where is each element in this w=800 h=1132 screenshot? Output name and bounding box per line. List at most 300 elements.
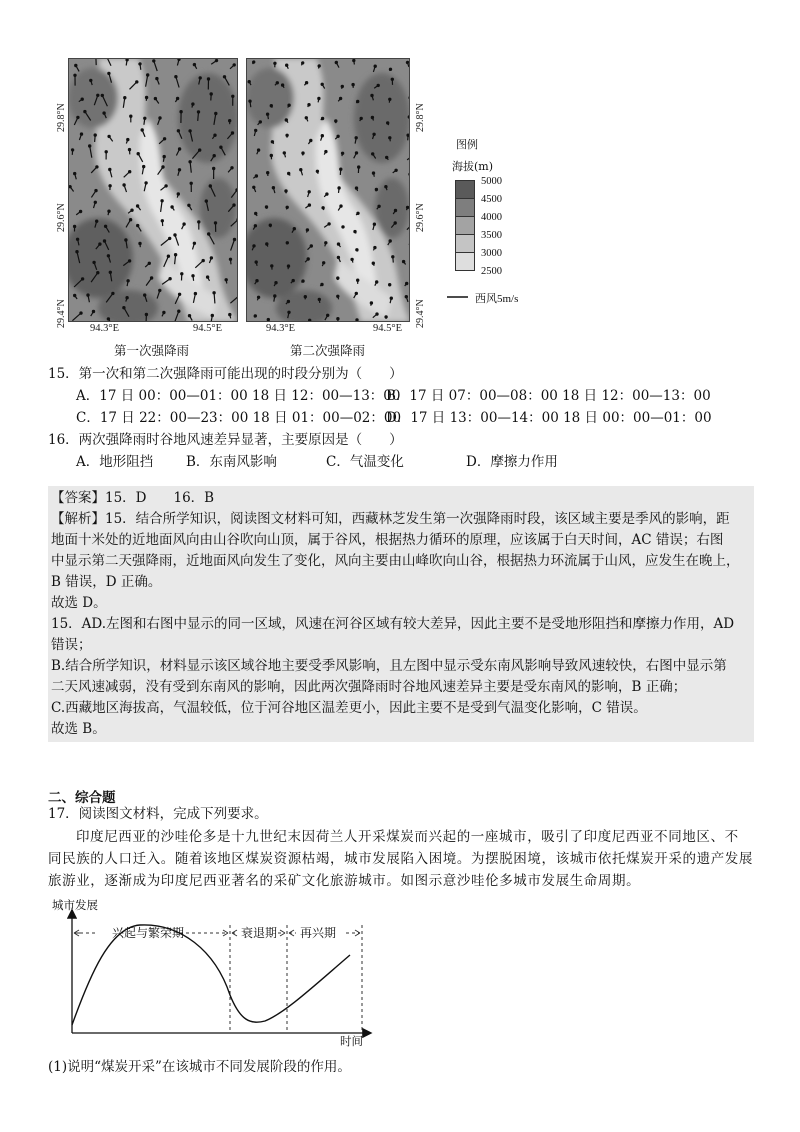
wind-arrow-head: [248, 81, 250, 83]
wind-arrow-head: [74, 225, 76, 227]
section-title: 二、综合题: [48, 790, 116, 806]
lon-label-94-5-right: 94.5°E: [373, 323, 402, 334]
wind-arrow-head: [215, 112, 217, 114]
legend-title: 图例: [456, 138, 478, 151]
wind-arrow-head: [390, 297, 392, 299]
wind-arrow-head: [318, 97, 320, 99]
wind-arrow-head: [72, 149, 74, 151]
wind-arrow-head: [179, 293, 181, 295]
wind-arrow-head: [189, 161, 191, 163]
wind-arrow-head: [143, 166, 145, 168]
wind-arrow-head: [136, 81, 138, 83]
legend-level-4500: 4500: [481, 194, 502, 205]
wind-arrow-head: [254, 315, 256, 317]
wind-arrow-head: [254, 225, 256, 227]
wind-arrow-head: [265, 206, 267, 208]
wind-arrow-head: [180, 111, 182, 113]
wind-arrow-head: [354, 231, 356, 233]
wind-arrow-head: [210, 257, 212, 259]
wind-arrow-head: [386, 156, 388, 158]
wind-arrow-head: [394, 209, 396, 211]
legend-level-4000: 4000: [481, 212, 502, 223]
lat-label-29-4-left: 29.4°N: [56, 299, 67, 328]
wind-arrow-head: [130, 115, 132, 117]
wind-arrow-head: [266, 243, 268, 245]
wind-arrow-head: [87, 294, 89, 296]
wind-arrow-head: [229, 120, 231, 122]
wind-arrow-head: [337, 295, 339, 297]
wind-arrow-head: [139, 63, 141, 65]
wind-arrow-head: [169, 278, 171, 280]
wind-arrow-head: [97, 272, 99, 274]
legend-level-3000: 3000: [481, 248, 502, 259]
q16-option-b: B．东南风影响: [186, 454, 277, 470]
wind-arrow-head: [76, 251, 78, 253]
wind-arrow-head: [105, 225, 107, 227]
wind-arrow-head: [215, 60, 217, 62]
wind-arrow-head: [353, 59, 355, 61]
wind-arrow-head: [389, 284, 391, 286]
answer-line: 15．AD.左图和右图中显示的同一区域，风速在河谷区域有较大差异，因此主要不是受地形阻挡和摩擦力作用，AD: [51, 616, 735, 632]
wind-arrow-head: [69, 186, 71, 188]
wind-arrow-head: [377, 84, 379, 86]
wind-arrow-head: [164, 138, 166, 140]
wind-arrow-head: [389, 137, 391, 139]
wind-arrow-head: [181, 273, 183, 275]
wind-arrow-head: [103, 112, 105, 114]
wind-arrow-head: [371, 94, 373, 96]
wind-arrow-head: [269, 224, 271, 226]
wind-arrow-head: [293, 228, 295, 230]
wind-arrow-head: [163, 311, 165, 313]
q15-option-a: A．17 日 00：00—01：00 18 日 12：00—13：00: [76, 388, 401, 404]
wind-arrow-head: [225, 279, 227, 281]
wind-arrow-head: [267, 319, 269, 321]
wind-arrow-head: [340, 205, 342, 207]
wind-arrow-head: [272, 187, 274, 189]
wind-arrow-head: [326, 193, 328, 195]
wind-arrow-head: [74, 74, 76, 76]
map-second-heavy-rain: [246, 58, 410, 322]
answer-line: B 错误，D 正确。: [51, 574, 162, 590]
answer-line: 地面十米处的近地面风向由山谷吹向山顶，属于谷风，根据热力循环的原理，应该属于白天时间，AC 错误；右图: [51, 532, 724, 548]
wind-arrow-head: [352, 84, 354, 86]
legend-subtitle: 海拔(m): [452, 160, 494, 173]
wind-arrow-head: [285, 119, 287, 121]
wind-arrow-head: [129, 260, 131, 262]
wind-arrow-head: [308, 191, 310, 193]
wind-arrow-head: [406, 61, 408, 63]
wind-arrow-head: [74, 173, 76, 175]
wind-arrow-head: [161, 220, 163, 222]
wind-arrow-head: [177, 130, 179, 132]
wind-arrow-head: [249, 100, 251, 102]
wind-arrow-head: [177, 97, 179, 99]
wind-arrow-head: [202, 260, 204, 262]
wind-arrow-head: [276, 82, 278, 84]
wind-arrow-head: [94, 134, 96, 136]
wind-arrow-head: [175, 254, 177, 256]
q15-option-c: C．17 日 22：00—23：00 18 日 01：00—02：00: [76, 410, 402, 426]
wind-arrow-head: [335, 61, 337, 63]
wind-arrow-head: [199, 77, 201, 79]
wind-arrow-head: [178, 310, 180, 312]
wind-arrow-head: [208, 233, 210, 235]
wind-arrow-head: [148, 262, 150, 264]
wind-arrow-head: [146, 96, 148, 98]
wind-arrow-head: [370, 302, 372, 304]
wind-arrow-head: [286, 134, 288, 136]
wind-arrow-head: [82, 278, 84, 280]
wind-arrow-head: [403, 261, 405, 263]
wind-arrow-head: [253, 61, 255, 63]
wind-arrow-head: [267, 172, 269, 174]
wind-arrow-head: [321, 135, 323, 137]
wind-arrow-head: [109, 271, 111, 273]
wind-arrow-head: [325, 242, 327, 244]
lat-label-29-8-left: 29.8°N: [56, 103, 67, 132]
wind-arrow-head: [355, 292, 357, 294]
wind-arrow-head: [371, 116, 373, 118]
wind-arrow-head: [233, 238, 235, 240]
wind-arrow-head: [286, 242, 288, 244]
wind-arrow-head: [259, 121, 261, 123]
wind-arrow-head: [108, 135, 110, 137]
wind-arrow-head: [376, 313, 378, 315]
wind-arrow-head: [391, 78, 393, 80]
wind-arrow-head: [177, 193, 179, 195]
wind-arrow-head: [128, 149, 130, 151]
wind-arrow-head: [147, 74, 149, 76]
wind-arrow-head: [392, 256, 394, 258]
wind-arrow-head: [375, 188, 377, 190]
wind-arrow-head: [270, 105, 272, 107]
wind-arrow-head: [340, 97, 342, 99]
wind-arrow-head: [207, 78, 209, 80]
wind-arrow-head: [342, 152, 344, 154]
wind-arrow-head: [126, 297, 128, 299]
wind-arrow-head: [288, 172, 290, 174]
wind-arrow-head: [105, 151, 107, 153]
wind-arrow-head: [137, 153, 139, 155]
wind-arrow-head: [154, 98, 156, 100]
wind-arrow-head: [179, 148, 181, 150]
wind-arrow-head: [108, 72, 110, 74]
wind-arrow-head: [271, 141, 273, 143]
wind-arrow-head: [394, 222, 396, 224]
map-title-second: 第二次强降雨: [290, 343, 366, 358]
wind-arrow-head: [96, 220, 98, 222]
wind-arrow-head: [372, 262, 374, 264]
wind-arrow-head: [80, 312, 82, 314]
wind-arrow-head: [389, 240, 391, 242]
q15-option-b: B．17 日 07：00—08：00 18 日 12：00—13：00: [386, 388, 711, 404]
wind-arrow-head: [308, 104, 310, 106]
wind-arrow-head: [255, 261, 257, 263]
wind-arrow-head: [197, 111, 199, 113]
wind-arrow-head: [229, 314, 231, 316]
wind-arrow-head: [229, 258, 231, 260]
wind-arrow-head: [231, 167, 233, 169]
wind-arrow-head: [340, 168, 342, 170]
wind-arrow-head: [316, 170, 318, 172]
wind-arrow-head: [112, 292, 114, 294]
chart-y-axis-label: 城市发展: [52, 898, 98, 912]
wind-arrow-head: [255, 212, 257, 214]
wind-arrow-head: [374, 65, 376, 67]
wind-arrow-head: [96, 166, 98, 168]
wind-arrow-head: [355, 137, 357, 139]
wind-arrow-head: [107, 318, 109, 320]
legend-level-5000: 5000: [481, 176, 502, 187]
wind-arrow-head: [108, 210, 110, 212]
wind-arrow-head: [231, 132, 233, 134]
wind-arrow-head: [302, 152, 304, 154]
wind-arrow-head: [407, 206, 409, 208]
chart-x-axis-label: 时间: [340, 1034, 363, 1048]
wind-arrow-head: [107, 255, 109, 257]
wind-arrow-head: [318, 65, 320, 67]
wind-arrow-head: [192, 275, 194, 277]
wind-arrow-head: [327, 314, 329, 316]
wind-arrow-head: [153, 60, 155, 62]
wind-scale-label: 西风5m/s: [475, 293, 519, 305]
wind-arrow-head: [310, 139, 312, 141]
q17-material-line: 印度尼西亚的沙哇伦多是十九世纪末因荷兰人开采煤炭而兴起的一座城市，吸引了印度尼西亚不同地区、不: [76, 829, 739, 845]
wind-arrow-head: [213, 155, 215, 157]
wind-arrow-head: [205, 200, 207, 202]
wind-arrow-head: [355, 187, 357, 189]
wind-arrow-head: [94, 201, 96, 203]
wind-arrow-head: [372, 153, 374, 155]
wind-arrow-head: [131, 209, 133, 211]
wind-arrow-head: [163, 156, 165, 158]
answer-line: C.西藏地区海拔高，气温较低，位于河谷地区温差更小，因此主要不是受到气温变化影响，C 错误。: [51, 700, 647, 716]
lat-label-29-4-right: 29.4°N: [415, 299, 426, 328]
wind-arrow-head: [255, 175, 257, 177]
wind-arrow-head: [286, 64, 288, 66]
wind-arrow-head: [144, 117, 146, 119]
wind-arrow-head: [123, 184, 125, 186]
wind-arrow-head: [210, 93, 212, 95]
answer-line: B.结合所学知识，材料显示该区域谷地主要受季风影响，且左图中显示受东南风影响导致风速较快，右图中显示第: [51, 658, 727, 674]
q16-option-c: C．气温变化: [326, 454, 404, 470]
wind-arrow-head: [169, 237, 171, 239]
wind-arrow-head: [304, 296, 306, 298]
wind-arrow-head: [125, 239, 127, 241]
wind-arrow-head: [92, 310, 94, 312]
wind-arrow-head: [321, 83, 323, 85]
wind-arrow-head: [77, 238, 79, 240]
wind-arrow-head: [207, 276, 209, 278]
wind-arrow-head: [335, 120, 337, 122]
wind-arrow-head: [287, 265, 289, 267]
wind-arrow-head: [137, 205, 139, 207]
wind-arrow-head: [283, 152, 285, 154]
wind-arrow-head: [220, 146, 222, 148]
wind-arrow-head: [123, 307, 125, 309]
wind-arrow-head: [193, 64, 195, 66]
wind-arrow-head: [178, 169, 180, 171]
wind-arrow-head: [271, 265, 273, 267]
wind-arrow-head: [84, 111, 86, 113]
wind-arrow-head: [325, 151, 327, 153]
wind-arrow-head: [407, 134, 409, 136]
q17-material-line: 旅游业，逐渐成为印度尼西亚著名的采矿文化旅游城市。如图示意沙哇伦多城市发展生命周期。: [48, 873, 641, 889]
wind-arrow-head: [167, 255, 169, 257]
wind-arrow-head: [109, 168, 111, 170]
wind-arrow-head: [211, 314, 213, 316]
wind-arrow-head: [305, 117, 307, 119]
wind-arrow-head: [159, 117, 161, 119]
wind-arrow-head: [161, 200, 163, 202]
wind-arrow-head: [338, 187, 340, 189]
wind-arrow-head: [385, 186, 387, 188]
wind-arrow-head: [109, 185, 111, 187]
wind-arrow-head: [378, 205, 380, 207]
wind-arrow-head: [127, 280, 129, 282]
wind-arrow-head: [351, 258, 353, 260]
chart-phase-label: 衰退期: [241, 926, 278, 940]
wind-arrow-head: [124, 97, 126, 99]
wind-arrow-head: [171, 206, 173, 208]
wind-arrow-head: [288, 104, 290, 106]
wind-arrow-head: [198, 221, 200, 223]
wind-arrow-head: [308, 204, 310, 206]
wind-arrow-head: [165, 185, 167, 187]
wind-arrow-head: [282, 84, 284, 86]
wind-arrow-head: [80, 133, 82, 135]
wind-arrow-head: [337, 256, 339, 258]
wind-arrow-head: [302, 280, 304, 282]
wind-arrow-head: [188, 204, 190, 206]
wind-arrow-head: [287, 300, 289, 302]
legend-level-3500: 3500: [481, 230, 502, 241]
answer-line: 错误；: [51, 637, 92, 653]
chart-phase-label: 再兴期: [300, 926, 337, 940]
wind-arrow-head: [357, 212, 359, 214]
wind-arrow-head: [192, 103, 194, 105]
wind-arrow-head: [318, 298, 320, 300]
wind-arrow-head: [389, 68, 391, 70]
wind-arrow-head: [209, 185, 211, 187]
wind-arrow-head: [189, 130, 191, 132]
wind-arrow-head: [145, 182, 147, 184]
wind-arrow-head: [300, 169, 302, 171]
wind-arrow-head: [342, 226, 344, 228]
wind-arrow-head: [321, 283, 323, 285]
wind-arrow-head: [214, 134, 216, 136]
wind-arrow-head: [323, 262, 325, 264]
wind-arrow-head: [89, 145, 91, 147]
wind-arrow-head: [253, 186, 255, 188]
wind-arrow-head: [358, 166, 360, 168]
q17-material-line: 同民族的人口迁入。随着该地区煤炭资源枯竭，城市发展陷入困境。为摆脱困境，该城市依托煤炭开采的遗产发展: [48, 851, 753, 867]
wind-arrow-head: [99, 243, 101, 245]
wind-arrow-head: [77, 116, 79, 118]
wind-arrow-head: [356, 319, 358, 321]
answer-line: 故选 D。: [51, 595, 107, 611]
wind-arrow-head: [374, 247, 376, 249]
wind-arrow-head: [97, 94, 99, 96]
wind-arrow-head: [101, 94, 103, 96]
wind-arrow-head: [130, 219, 132, 221]
wind-arrow-head: [302, 62, 304, 64]
wind-arrow-head: [253, 245, 255, 247]
lon-label-94-3-right: 94.3°E: [266, 323, 295, 334]
wind-scale-arrow-icon: [446, 293, 470, 301]
wind-arrow-head: [274, 62, 276, 64]
wind-arrow-head: [183, 223, 185, 225]
wind-arrow-head: [355, 152, 357, 154]
wind-arrow-head: [385, 316, 387, 318]
wind-arrow-head: [372, 172, 374, 174]
wind-arrow-head: [387, 122, 389, 124]
wind-arrow-head: [233, 204, 235, 206]
lon-label-94-3-left: 94.3°E: [90, 323, 119, 334]
wind-arrow-head: [360, 117, 362, 119]
wind-arrow-head: [95, 190, 97, 192]
wind-arrow-head: [93, 261, 95, 263]
wind-arrow-head: [307, 258, 309, 260]
wind-arrow-head: [139, 242, 141, 244]
answer-line: 中显示第二天强降雨，近地面风向发生了变化，风向主要由山峰吹向山谷，根据热力环流属于山风，应发生在晚上，: [51, 553, 740, 569]
wind-arrow-head: [395, 169, 397, 171]
wind-arrow-head: [74, 294, 76, 296]
wind-arrow-head: [75, 64, 77, 66]
wind-arrow-head: [232, 95, 234, 97]
wind-arrow-head: [81, 98, 83, 100]
wind-arrow-head: [103, 240, 105, 242]
wind-arrow-head: [233, 64, 235, 66]
q17-part1: (1)说明“煤炭开采”在该城市不同发展阶段的作用。: [48, 1059, 351, 1075]
wind-arrow-head: [193, 242, 195, 244]
wind-arrow-head: [151, 277, 153, 279]
wind-arrow-head: [258, 149, 260, 151]
wind-arrow-head: [80, 210, 82, 212]
wind-arrow-head: [162, 166, 164, 168]
wind-arrow-head: [337, 135, 339, 137]
chart-phase-label: 兴起与繁荣期: [112, 926, 185, 940]
map-title-first: 第一次强降雨: [114, 343, 190, 358]
wind-arrow-head: [213, 292, 215, 294]
wind-arrow-head: [188, 315, 190, 317]
wind-arrow-head: [190, 182, 192, 184]
wind-arrow-head: [357, 279, 359, 281]
wind-arrow-head: [175, 76, 177, 78]
wind-arrow-head: [214, 222, 216, 224]
answer-explanation-box: [48, 486, 754, 742]
wind-arrow-head: [145, 313, 147, 315]
wind-arrow-head: [274, 295, 276, 297]
wind-arrow-head: [356, 249, 358, 251]
q17-stem: 17．阅读图文材料，完成下列要求。: [48, 806, 268, 822]
answer-line: 【解析】15．结合所学知识，阅读图文材料可知，西藏林芝发生第一次强降雨时段，该区域主要是季风的影响，距: [51, 511, 730, 527]
lon-label-94-5-left: 94.5°E: [193, 323, 222, 334]
wind-arrow-head: [322, 207, 324, 209]
wind-arrow-head: [126, 59, 128, 61]
q16-option-d: D．摩擦力作用: [466, 454, 558, 470]
wind-arrow-head: [270, 154, 272, 156]
wind-arrow-head: [341, 85, 343, 87]
wind-arrow-head: [159, 289, 161, 291]
q15-option-d: D．17 日 13：00—14：00 18 日 00：00—01：00: [386, 410, 712, 426]
wind-arrow-head: [223, 76, 225, 78]
wind-arrow-head: [275, 282, 277, 284]
wind-arrow-head: [288, 311, 290, 313]
wind-arrow-head: [337, 277, 339, 279]
q16-stem: 16．两次强降雨时谷地风速差异显著，主要原因是（ ）: [48, 432, 403, 448]
